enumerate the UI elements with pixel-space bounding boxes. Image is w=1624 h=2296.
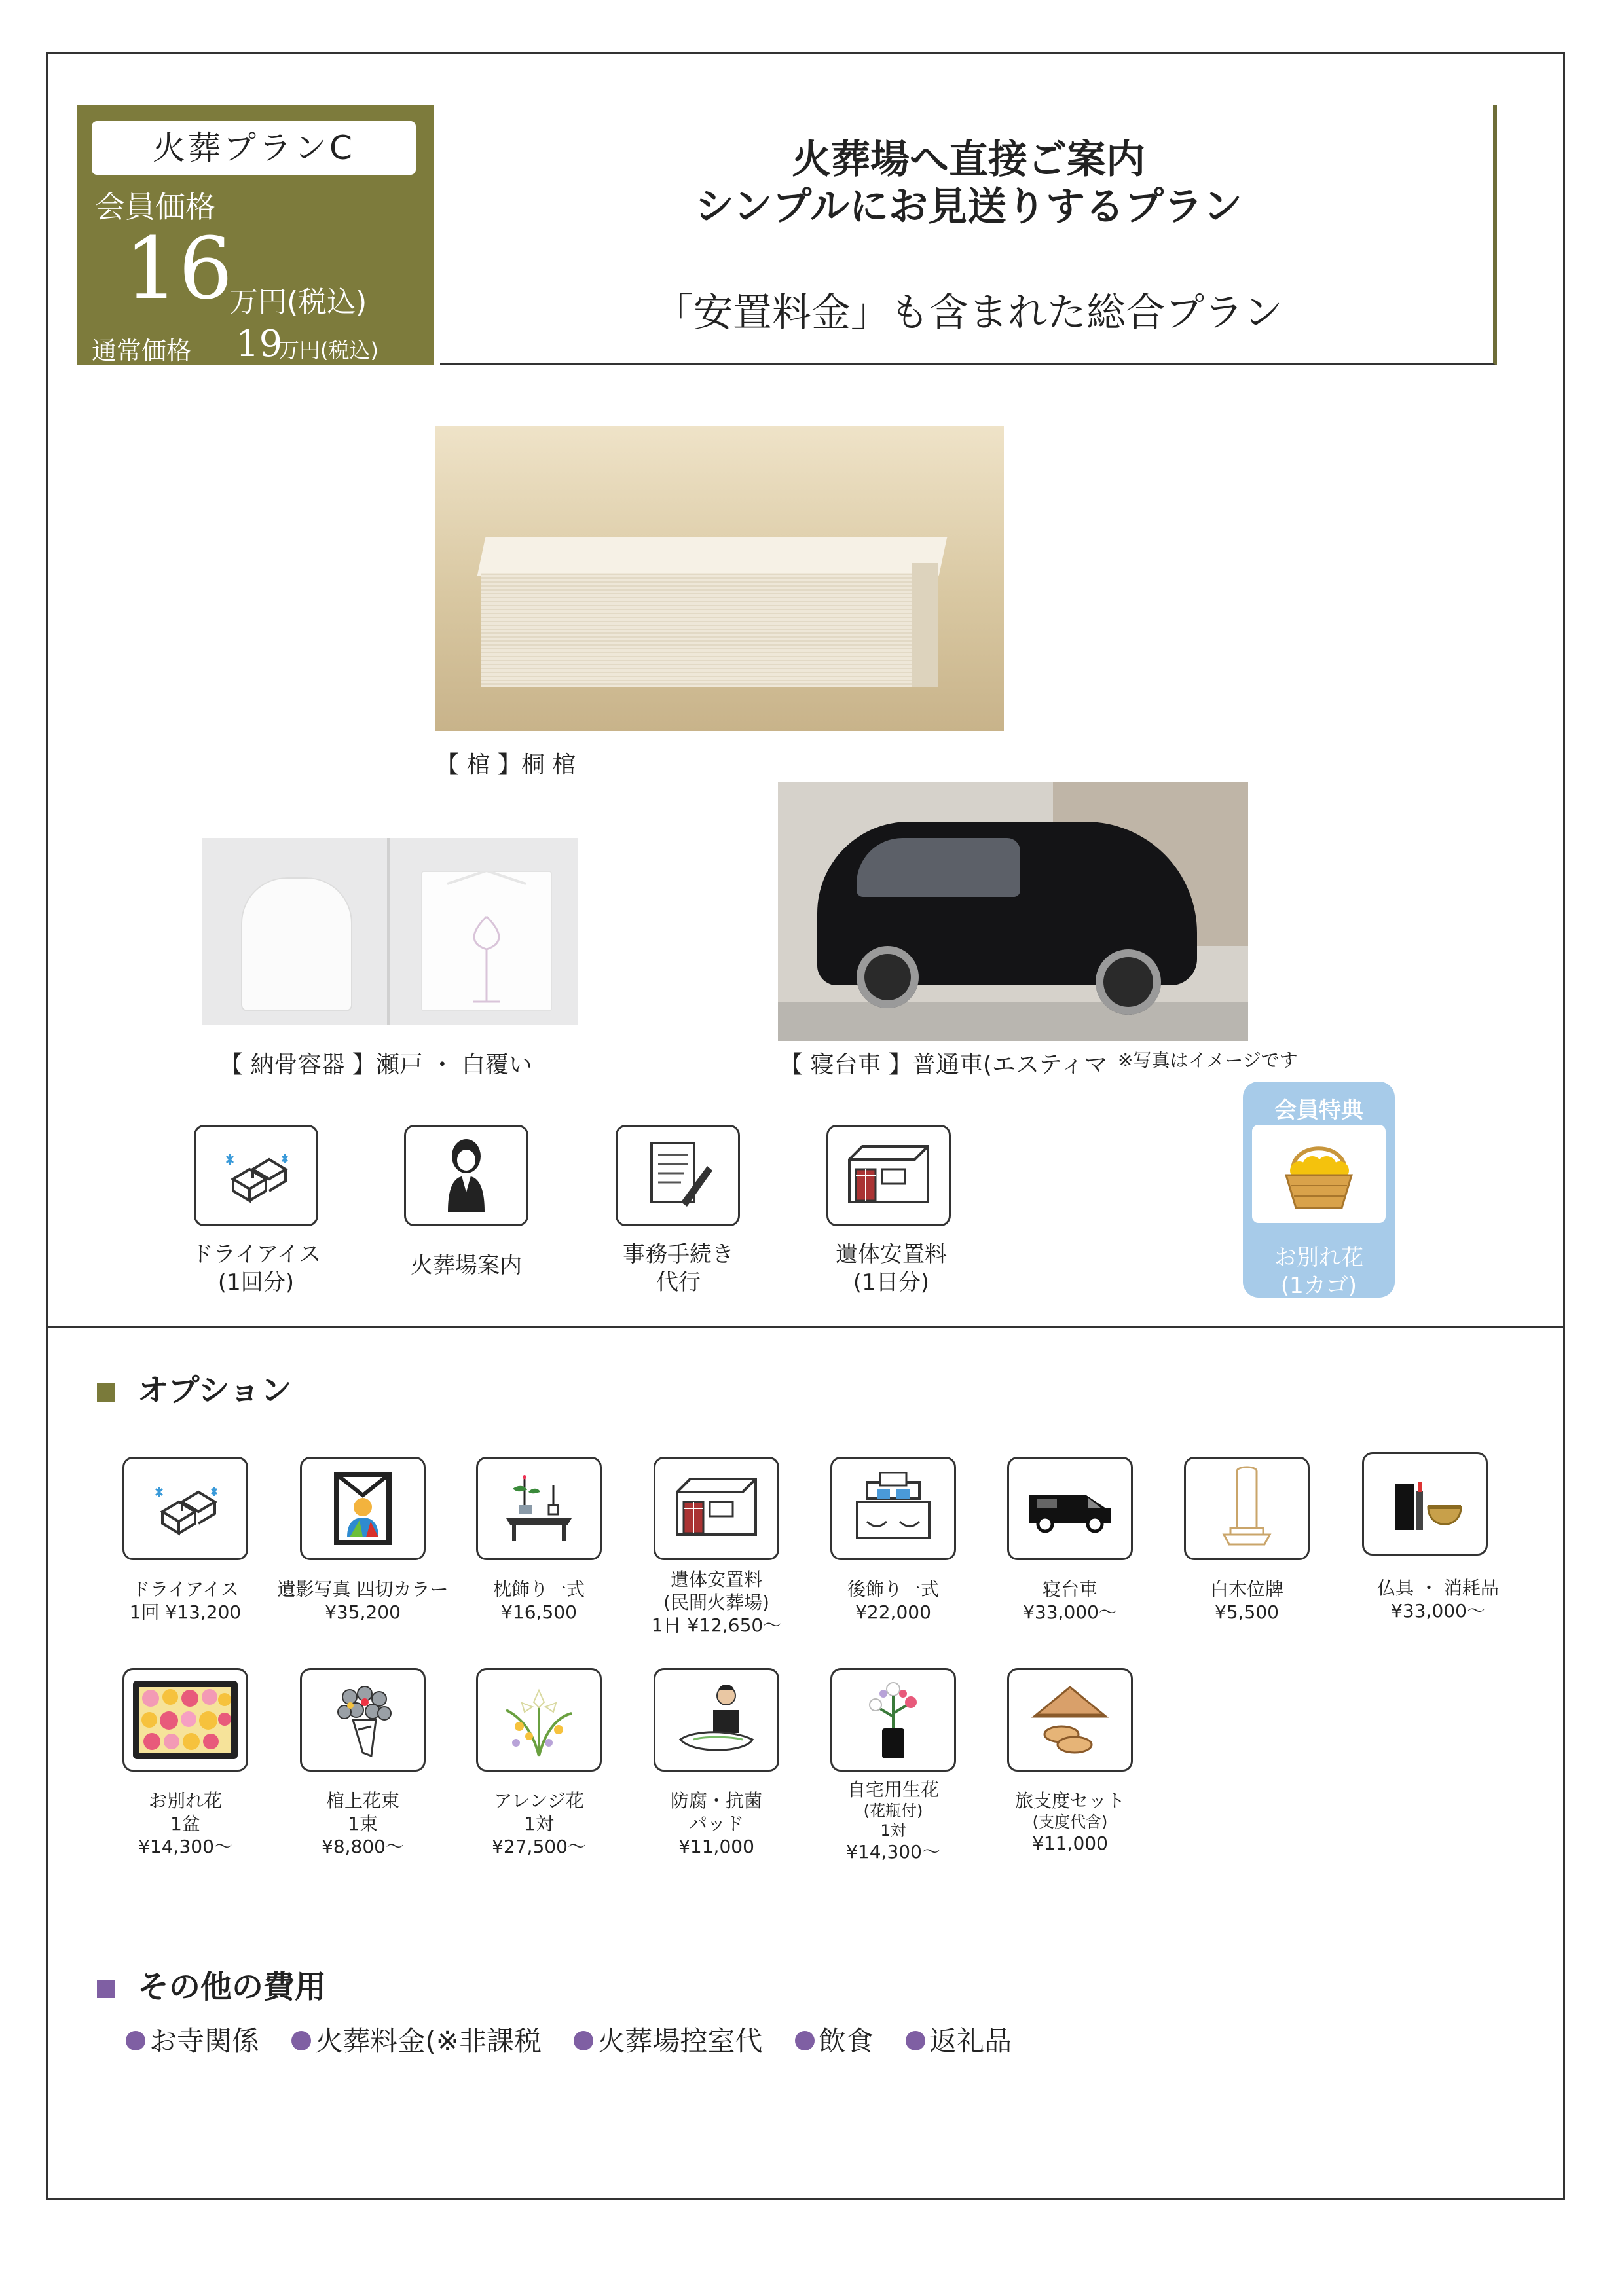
- section-divider: [46, 1326, 1565, 1328]
- option-antiseptic-pad-tile: [654, 1668, 779, 1772]
- hearse-photo-note: ※写真はイメージです: [1118, 1049, 1298, 1071]
- option-mortuary-label: 遺体安置料 (民間火葬場) 1日 ¥12,650〜: [651, 1569, 782, 1636]
- member-price-label: 会員価格: [95, 189, 215, 225]
- included-mortuary-tile: [826, 1125, 951, 1226]
- dry-ice-icon: [217, 1146, 295, 1205]
- portrait-icon: [330, 1469, 396, 1548]
- bullet-icon: [126, 2031, 145, 2050]
- included-paperwork-tile: [616, 1125, 740, 1226]
- dry-ice-icon: [146, 1479, 225, 1538]
- option-farewell-flowers-label: お別れ花 1盆 ¥14,300〜: [138, 1790, 232, 1857]
- option-hearse-label: 寝台車 ¥33,000〜: [1023, 1578, 1117, 1623]
- option-portrait-label: 遺影写真 四切カラー ¥35,200: [277, 1578, 449, 1623]
- bullet-icon: [795, 2031, 815, 2050]
- bullet-icon: [906, 2031, 925, 2050]
- hearse-caption: 【 寝台車 】普通車(エスティマ: [779, 1051, 1108, 1078]
- option-dry-ice-label: ドライアイス 1回 ¥13,200: [129, 1578, 242, 1623]
- option-rear-altar-tile: [830, 1457, 956, 1560]
- member-bonus-label: お別れ花 (1カゴ): [1274, 1245, 1363, 1299]
- option-travel-set-label: 旅支度セット (支度代含) ¥11,000: [1014, 1790, 1125, 1854]
- home-flowers-icon: [857, 1677, 929, 1762]
- hearse-photo: [778, 782, 1248, 1041]
- antiseptic-pad-icon: [667, 1677, 766, 1762]
- options-heading: オプション: [97, 1365, 292, 1410]
- headline-line-2: シンプルにお見送りするプラン: [694, 184, 1243, 230]
- tablet-icon: [1217, 1466, 1276, 1551]
- buddhist-goods-icon: [1382, 1468, 1467, 1540]
- option-hearse-tile: [1007, 1457, 1133, 1560]
- bullet-icon: [291, 2031, 311, 2050]
- arrangement-icon: [493, 1677, 585, 1762]
- coffin-photo: [435, 426, 1004, 731]
- member-price-unit: 万円(税込): [229, 285, 367, 319]
- option-antiseptic-pad-label: 防腐・抗菌 パッド ¥11,000: [670, 1790, 762, 1857]
- bullet-icon: [574, 2031, 593, 2050]
- option-home-flowers-label: 自宅用生花 (花瓶付) 1対 ¥14,300〜: [846, 1779, 940, 1863]
- option-portrait-tile: [300, 1457, 426, 1560]
- headline-line-3: 「安置料金」も含まれた総合プラン: [654, 290, 1283, 336]
- mortuary-icon: [843, 1140, 934, 1212]
- option-buddhist-goods-tile: [1362, 1452, 1488, 1556]
- regular-price: 19: [236, 323, 283, 365]
- option-rear-altar-label: 後飾り一式 ¥22,000: [847, 1578, 939, 1623]
- included-crematorium-guide-label: 火葬場案内: [411, 1252, 522, 1279]
- flower-basket-icon: [1276, 1135, 1361, 1213]
- crematorium-guide-icon: [440, 1137, 492, 1215]
- included-dry-ice-tile: [194, 1125, 318, 1226]
- member-bonus-title: 会員特典: [1274, 1097, 1363, 1123]
- option-tablet-tile: [1184, 1457, 1310, 1560]
- other-cost-item: 飲食: [795, 2025, 874, 2057]
- option-mortuary-tile: [654, 1457, 779, 1560]
- option-farewell-flowers-tile: [122, 1668, 248, 1772]
- other-cost-item: 火葬料金(※非課税: [291, 2025, 542, 2057]
- paperwork-icon: [638, 1137, 717, 1215]
- mortuary-icon: [671, 1472, 762, 1544]
- member-price: 16: [124, 219, 233, 318]
- hearse-icon: [1024, 1482, 1116, 1535]
- included-crematorium-guide-tile: [404, 1125, 528, 1226]
- option-dry-ice-tile: [122, 1457, 248, 1560]
- other-cost-item: 火葬場控室代: [574, 2025, 762, 2057]
- travel-set-icon: [1027, 1681, 1113, 1759]
- regular-price-unit: 万円(税込): [278, 338, 378, 363]
- included-dry-ice-label: ドライアイス (1回分): [191, 1241, 322, 1296]
- option-pillow-altar-tile: [476, 1457, 602, 1560]
- headline-line-1: 火葬場へ直接ご案内: [792, 137, 1145, 183]
- pillow-altar-icon: [500, 1472, 578, 1544]
- option-bouquet-label: 棺上花束 1束 ¥8,800〜: [322, 1790, 404, 1857]
- other-costs-list: [126, 2020, 1035, 2059]
- option-pillow-altar-label: 枕飾り一式 ¥16,500: [492, 1578, 585, 1623]
- option-tablet-label: 白木位牌 ¥5,500: [1209, 1578, 1283, 1623]
- member-bonus-tile: [1252, 1125, 1386, 1223]
- other-costs-heading: その他の費用: [97, 1961, 326, 2007]
- bouquet-icon: [327, 1681, 399, 1759]
- option-buddhist-goods-label: 仏具 ・ 消耗品 ¥33,000〜: [1377, 1577, 1499, 1622]
- rear-altar-icon: [851, 1472, 936, 1544]
- option-arrangement-tile: [476, 1668, 602, 1772]
- option-home-flowers-tile: [830, 1668, 956, 1772]
- coffin-caption: 【 棺 】桐 棺: [435, 752, 576, 778]
- section-marker-icon: [97, 1383, 115, 1402]
- included-paperwork-label: 事務手続き 代行: [623, 1241, 734, 1296]
- other-cost-item: 返礼品: [906, 2025, 1012, 2057]
- section-marker-icon: [97, 1980, 115, 1998]
- option-arrangement-label: アレンジ花 1対 ¥27,500〜: [492, 1790, 586, 1857]
- urn-photo: [202, 838, 578, 1025]
- regular-price-label: 通常価格: [92, 337, 192, 365]
- plan-name: 火葬プランC: [92, 121, 416, 175]
- included-mortuary-label: 遺体安置料 (1日分): [836, 1241, 947, 1296]
- farewell-flowers-icon: [130, 1677, 241, 1762]
- urn-caption: 【 納骨容器 】瀬戸 ・ 白覆い: [219, 1051, 532, 1078]
- option-bouquet-tile: [300, 1668, 426, 1772]
- option-travel-set-tile: [1007, 1668, 1133, 1772]
- other-cost-item: お寺関係: [126, 2025, 259, 2057]
